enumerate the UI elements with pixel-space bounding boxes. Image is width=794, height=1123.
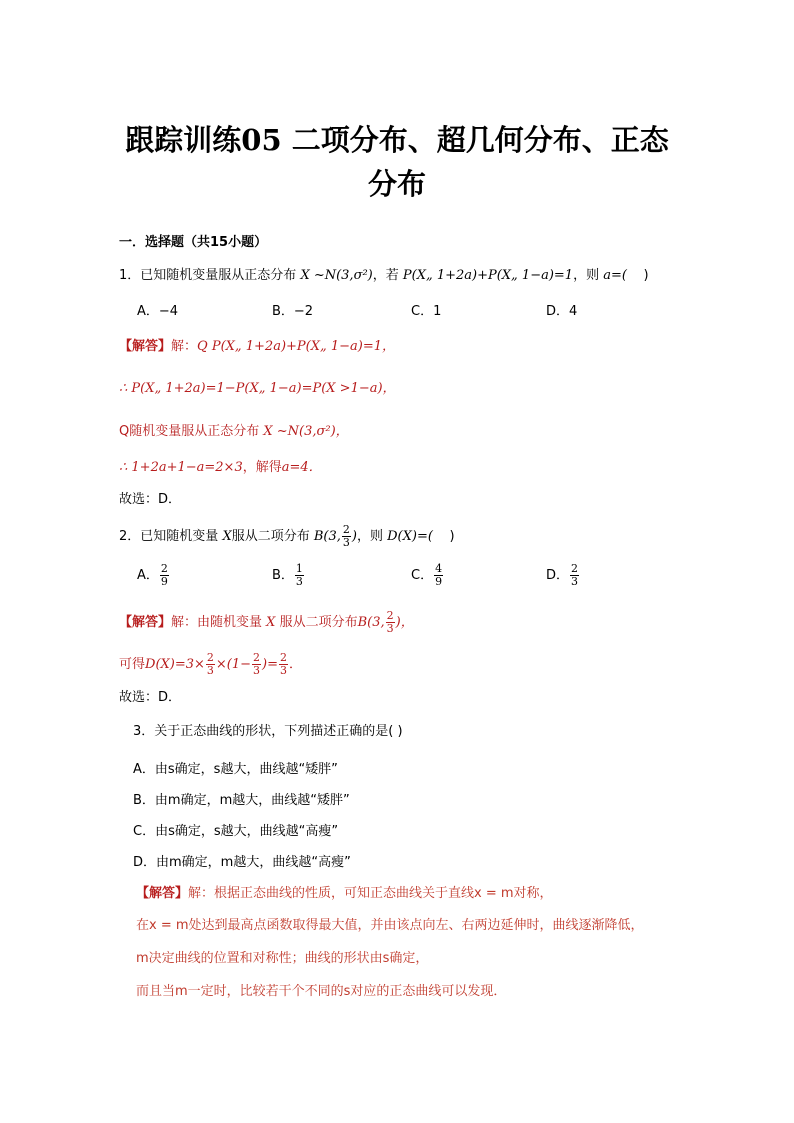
q3-option-a: A．由s确定，s越大，曲线越“矮胖”: [133, 762, 338, 777]
q1-answer-line1: 【解答】解：Q P(X„ 1+2a)+P(X„ 1−a)=1，: [119, 339, 396, 354]
q1-stem: 1．已知随机变量服从正态分布 X ~N(3,σ²)，若 P(X„ 1+2a)+P(X„ 1−a)=1，则 a=( ): [119, 268, 649, 283]
q2-choose: 故选：D．: [119, 690, 182, 705]
section-heading: 一．选择题（共15小题）: [119, 235, 268, 250]
q2-answer-line2: 可得D(X)=3× $\frac{2}{3}$ ×(1− $\frac{2}{3}$ )= $\frac{2}{3}$ ．: [119, 651, 303, 677]
doc-title-line1: 跟踪训练05 二项分布、超几何分布、正态: [125, 123, 669, 157]
q3-answer-line2: 在x = m处达到最高点函数取得最大值，并由该点向左、右两边延伸时，曲线逐渐降低，: [136, 918, 644, 933]
q3-answer-line3: m决定曲线的位置和对称性；曲线的形状由s确定，: [136, 951, 429, 966]
q1-option-d: D．4: [546, 304, 578, 319]
q2-stem-fraction: $\frac{2}{3}$: [342, 523, 350, 549]
q2-option-d: D． $\frac{2}{3}$: [546, 562, 579, 588]
q1-answer-line4: ∴ 1+2a+1−a=2×3，解得a=4．: [119, 460, 322, 475]
q3-answer-line1: 【解答】解：根据正态曲线的性质，可知正态曲线关于直线x = m对称，: [136, 886, 553, 901]
q1-option-b: B．−2: [272, 304, 314, 319]
doc-title-line2: 分布: [367, 167, 426, 201]
q1-option-a: A．−4: [137, 304, 179, 319]
q1-answer-line3: Q随机变量服从正态分布 X ~N(3,σ²)，: [119, 424, 349, 439]
q1-option-c: C．1: [411, 304, 442, 319]
q2-option-b: B． $\frac{1}{3}$: [272, 562, 303, 588]
q1-answer-line2: ∴ P(X„ 1+2a)=1−P(X„ 1−a)=P(X >1−a)，: [119, 381, 396, 396]
q3-option-d: D．由m确定，m越大，曲线越“高瘦”: [133, 855, 351, 870]
q3-answer-line4: 而且当m一定时，比较若干个不同的s对应的正态曲线可以发现．: [136, 984, 507, 999]
q1-choose: 故选：D．: [119, 492, 182, 507]
q3-option-c: C．由s确定，s越大，曲线越“高瘦”: [133, 824, 339, 839]
q2-stem: 2．已知随机变量 X服从二项分布 B(3, $\frac{2}{3}$ )，则 D(X)=( ): [119, 523, 455, 549]
q2-option-a: A． $\frac{2}{9}$: [137, 562, 168, 588]
q3-stem: 3．关于正态曲线的形状，下列描述正确的是( ): [133, 724, 403, 739]
q3-option-b: B．由m确定，m越大，曲线越“矮胖”: [133, 793, 350, 808]
q2-answer-line1: 【解答】解：由随机变量 X 服从二项分布B(3, $\frac{2}{3}$ )，: [119, 609, 414, 635]
q2-option-c: C． $\frac{4}{9}$: [411, 562, 443, 588]
